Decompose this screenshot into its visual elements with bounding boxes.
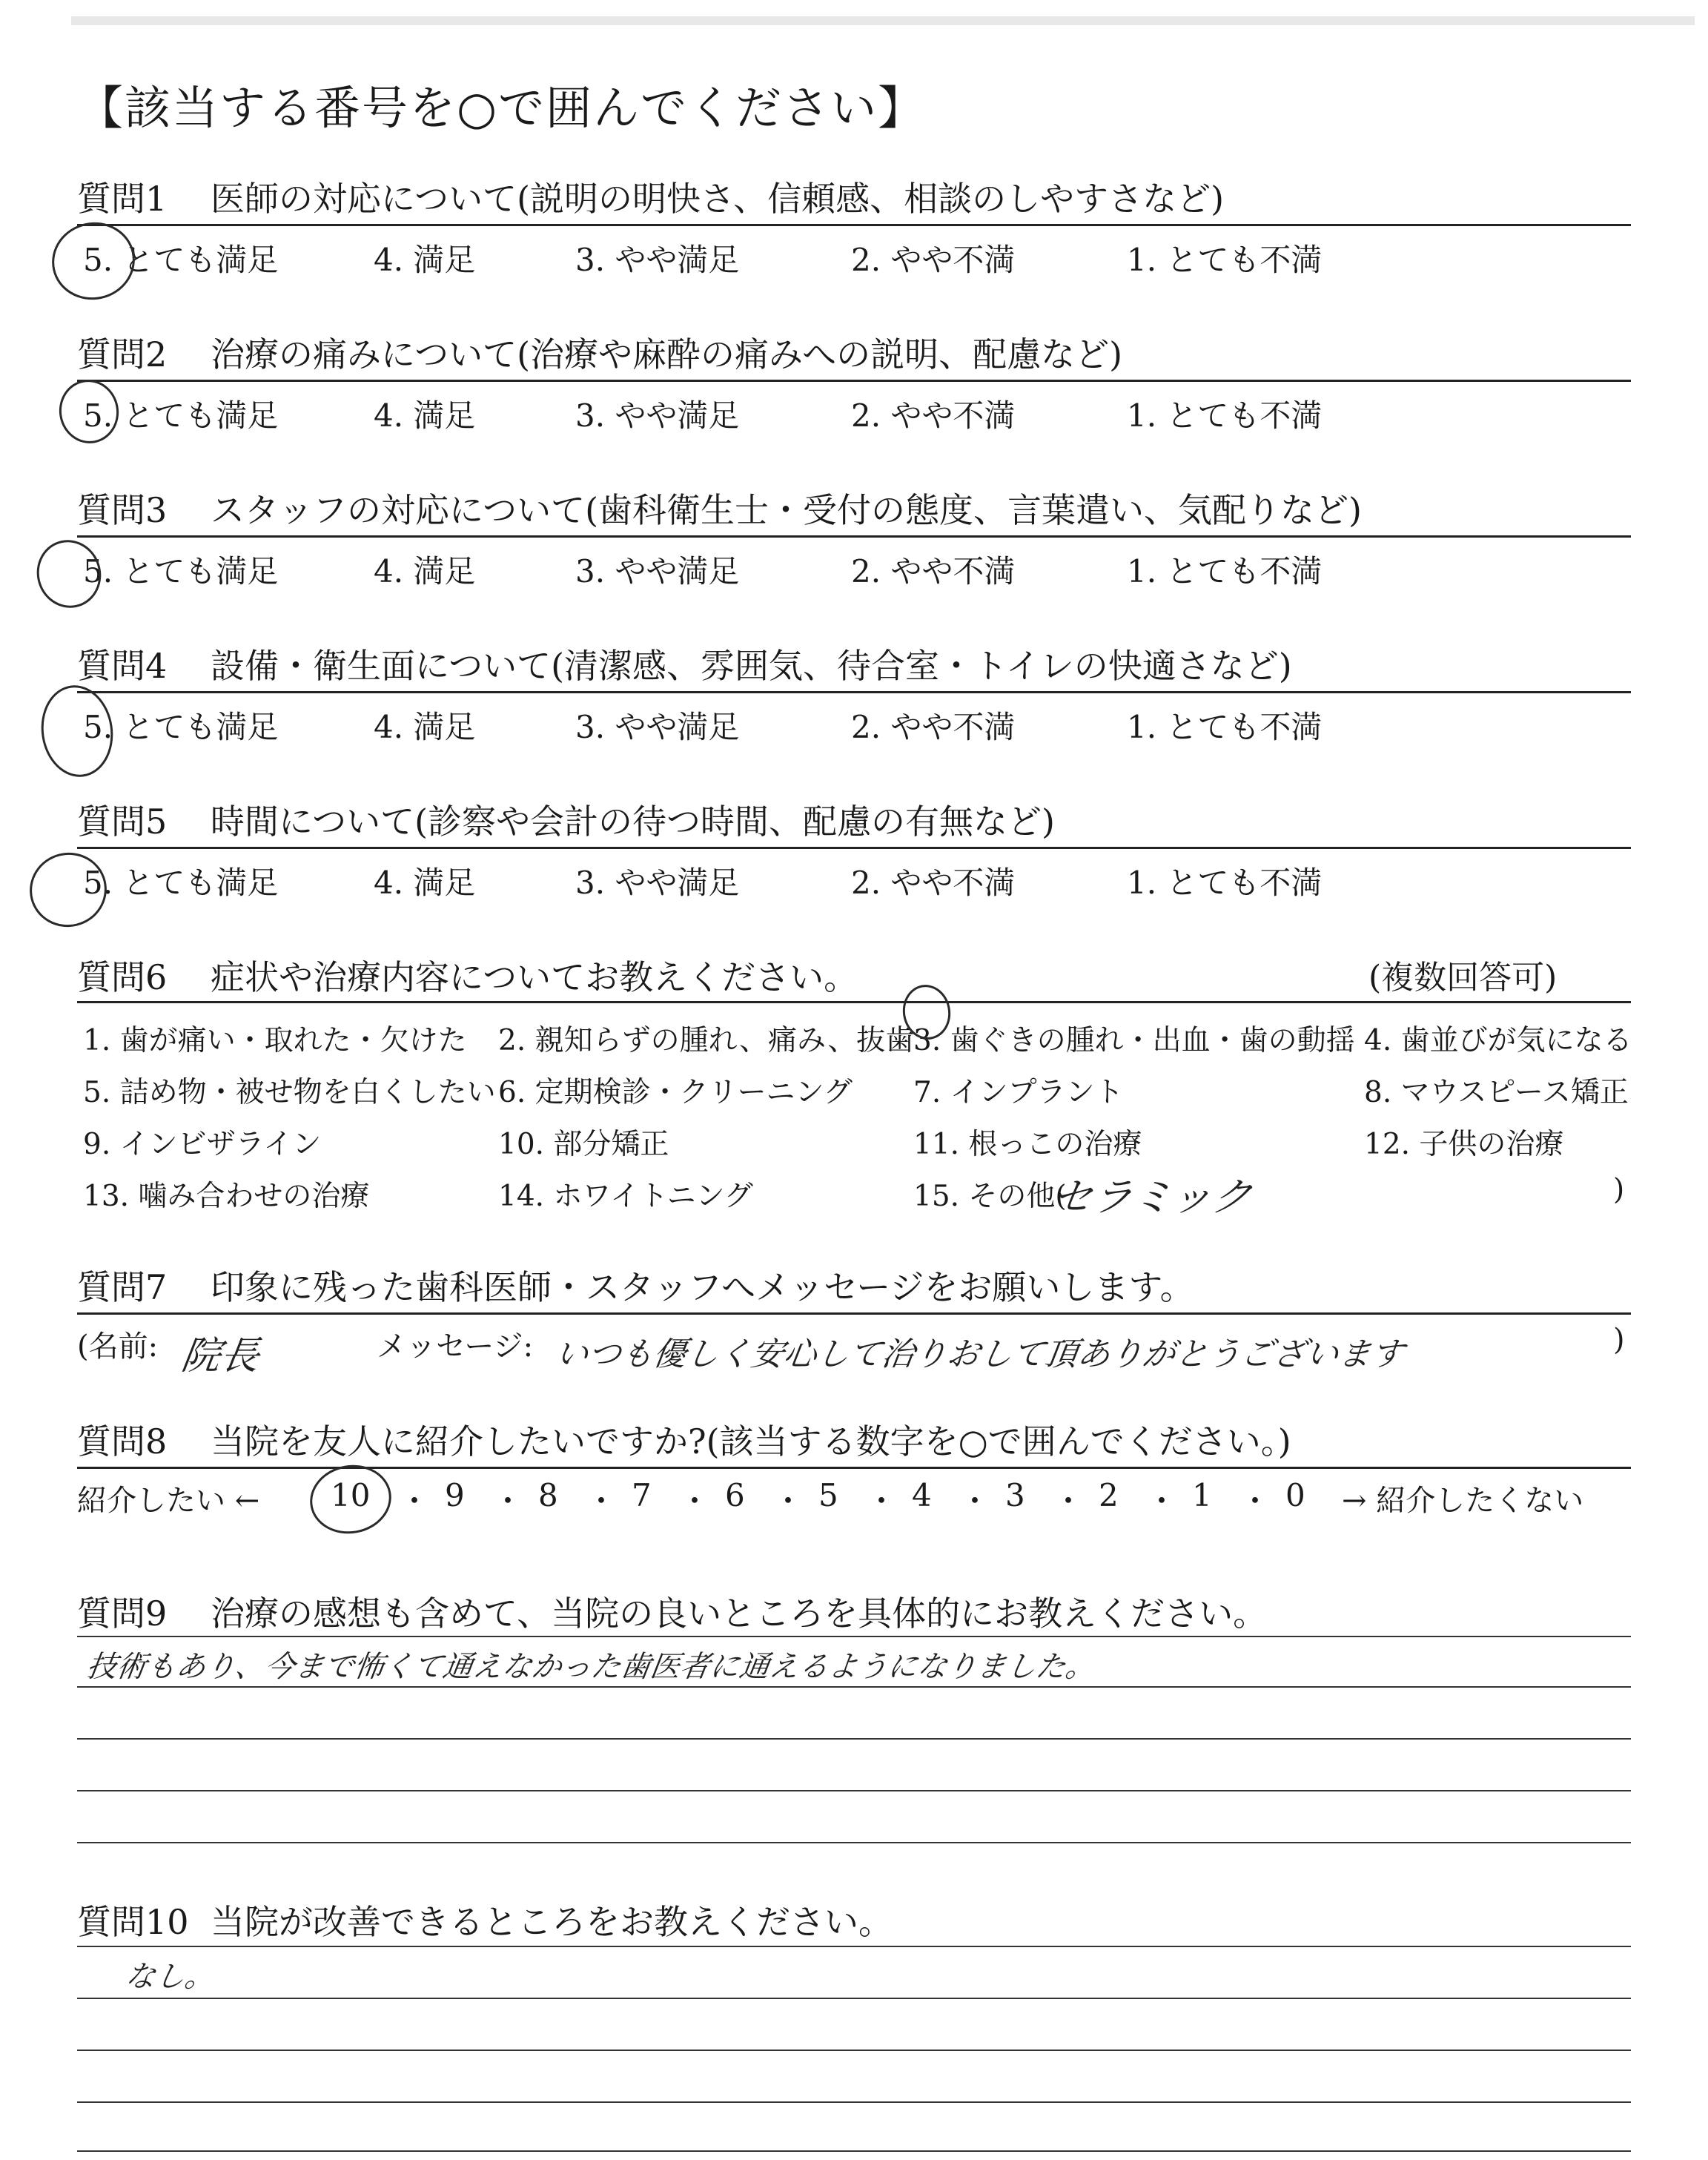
- question-1-number: 質問1: [77, 179, 168, 219]
- q7-message-value[interactable]: いつも優しく安心して治りおして頂ありがとうございます: [552, 1335, 1406, 1373]
- q6-option-9[interactable]: 9. インビザライン: [83, 1128, 322, 1161]
- q3-option-3[interactable]: 3. やや満足: [575, 553, 740, 589]
- scan-edge: [71, 16, 1695, 25]
- page-title: 【該当する番号を○で囲んでください】: [77, 81, 926, 135]
- question-4-text: 設備・衛生面について(清潔感、雰囲気、待合室・トイレの快適さなど): [211, 646, 1292, 686]
- q8-scale-5[interactable]: 5: [818, 1477, 838, 1513]
- q1-option-2[interactable]: 2. やや不満: [851, 242, 1016, 278]
- multiple-answers-note: (複数回答可): [1368, 959, 1558, 997]
- question-2-title: [77, 328, 1122, 377]
- q10-answer[interactable]: なし。: [123, 1960, 217, 1994]
- question-10-text: 当院が改善できるところをお教えください。: [211, 1902, 893, 1942]
- q9-answer-line: [77, 1842, 1631, 1843]
- q8-scale-1[interactable]: 1: [1192, 1477, 1212, 1513]
- q8-left-label: 紹介したい ←: [77, 1484, 260, 1518]
- q8-separator: ・: [772, 1483, 804, 1519]
- question-7-number: 質問7: [77, 1267, 168, 1307]
- q8-separator: ・: [492, 1483, 524, 1519]
- q6-option-3[interactable]: 3. 歯ぐきの腫れ・出血・歯の動揺: [913, 1024, 1355, 1057]
- question-5-title: [77, 795, 1055, 844]
- q3-option-5[interactable]: 5. とても満足: [83, 553, 279, 589]
- q2-option-4[interactable]: 4. 満足: [374, 397, 476, 434]
- q4-option-2[interactable]: 2. やや不満: [851, 709, 1016, 745]
- q2-selection-circle: [54, 375, 124, 449]
- q3-selection-circle: [28, 532, 110, 616]
- q8-selection-circle: [305, 1459, 397, 1540]
- question-4-title: [77, 639, 1292, 688]
- q7-message-label: メッセージ:: [377, 1330, 534, 1364]
- question-9-text: 治療の感想も含めて、当院の良いところを具体的にお教えください。: [211, 1593, 1268, 1634]
- q9-answer[interactable]: 技術もあり、今まで怖くて通えなかった歯医者に通えるようになりました。: [85, 1650, 1098, 1684]
- question-5-rule: [77, 847, 1631, 849]
- question-8-number: 質問8: [77, 1421, 168, 1462]
- q3-option-2[interactable]: 2. やや不満: [851, 553, 1016, 589]
- q8-scale-10[interactable]: 10: [331, 1477, 371, 1513]
- question-2-rule: [77, 380, 1631, 382]
- question-7-title: [77, 1261, 1194, 1309]
- q5-option-2[interactable]: 2. やや不満: [851, 865, 1016, 901]
- q6-option-10[interactable]: 10. 部分矯正: [498, 1128, 669, 1161]
- q4-selection-circle: [36, 681, 119, 782]
- q1-option-4[interactable]: 4. 満足: [374, 242, 476, 278]
- question-5-number: 質問5: [77, 802, 168, 842]
- question-4-rule: [77, 691, 1631, 693]
- question-8-text: 当院を友人に紹介したいですか?(該当する数字を○で囲んでください。): [211, 1421, 1291, 1462]
- q10-answer-line: [77, 2101, 1631, 2103]
- question-1-rule: [77, 224, 1631, 226]
- q8-separator: ・: [959, 1483, 991, 1519]
- q8-scale-2[interactable]: 2: [1099, 1477, 1119, 1513]
- q2-option-5[interactable]: 5. とても満足: [83, 397, 279, 434]
- question-6-rule: [77, 1001, 1631, 1003]
- question-9-number: 質問9: [77, 1593, 168, 1634]
- q10-answer-line: [77, 2050, 1631, 2051]
- question-6-text: 症状や治療内容についてお教えください。: [211, 957, 858, 997]
- q1-selection-circle: [44, 214, 142, 307]
- q5-option-1[interactable]: 1. とても不満: [1127, 865, 1323, 901]
- q2-option-3[interactable]: 3. やや満足: [575, 397, 740, 434]
- q1-option-3[interactable]: 3. やや満足: [575, 242, 740, 278]
- question-3-rule: [77, 535, 1631, 538]
- question-7-text: 印象に残った歯科医師・スタッフへメッセージをお願いします。: [211, 1267, 1194, 1307]
- q9-answer-line: [77, 1636, 1631, 1637]
- q8-scale-4[interactable]: 4: [912, 1477, 932, 1513]
- question-10-title: [77, 1895, 893, 1944]
- q8-scale-8[interactable]: 8: [538, 1477, 558, 1513]
- q6-option-5[interactable]: 5. 詰め物・被せ物を白くしたい: [83, 1076, 496, 1109]
- q6-option-2[interactable]: 2. 親知らずの腫れ、痛み、抜歯: [498, 1024, 915, 1057]
- q6-other-answer[interactable]: セラミック: [1049, 1174, 1255, 1221]
- q8-scale-9[interactable]: 9: [445, 1477, 465, 1513]
- q8-scale-3[interactable]: 3: [1005, 1477, 1025, 1513]
- q6-option-12[interactable]: 12. 子供の治療: [1364, 1128, 1564, 1161]
- q3-option-1[interactable]: 1. とても不満: [1127, 553, 1323, 589]
- q9-answer-line: [77, 1790, 1631, 1791]
- q7-name-label: (名前:: [77, 1330, 159, 1364]
- q1-option-5[interactable]: 5. とても満足: [83, 242, 279, 278]
- question-8-title: [77, 1415, 1291, 1464]
- question-1-text: 医師の対応について(説明の明快さ、信頼感、相談のしやすさなど): [211, 179, 1225, 219]
- q5-option-4[interactable]: 4. 満足: [374, 865, 476, 901]
- q2-option-2[interactable]: 2. やや不満: [851, 397, 1016, 434]
- q6-other-close-paren: ): [1613, 1173, 1625, 1206]
- q6-option-6[interactable]: 6. 定期検診・クリーニング: [498, 1076, 853, 1109]
- q10-answer-line: [77, 2150, 1631, 2152]
- q5-option-5[interactable]: 5. とても満足: [83, 865, 279, 901]
- q8-separator: ・: [679, 1483, 711, 1519]
- question-7-rule: [77, 1312, 1631, 1315]
- q6-option-1[interactable]: 1. 歯が痛い・取れた・欠けた: [83, 1024, 467, 1057]
- question-10-number: 質問10: [77, 1902, 189, 1942]
- q3-option-4[interactable]: 4. 満足: [374, 553, 476, 589]
- q10-answer-line: [77, 1998, 1631, 1999]
- q8-separator: ・: [586, 1483, 618, 1519]
- q6-option-13[interactable]: 13. 噛み合わせの治療: [83, 1180, 370, 1213]
- question-8-rule: [77, 1467, 1631, 1469]
- q4-option-1[interactable]: 1. とても不満: [1127, 709, 1323, 745]
- q8-scale-6[interactable]: 6: [725, 1477, 745, 1513]
- q6-option-14[interactable]: 14. ホワイトニング: [498, 1180, 753, 1213]
- q9-answer-line: [77, 1686, 1631, 1688]
- q8-separator: ・: [1053, 1483, 1085, 1519]
- q8-separator: ・: [1146, 1483, 1178, 1519]
- question-1-title: [77, 172, 1224, 221]
- q9-answer-line: [77, 1738, 1631, 1740]
- question-6-number: 質問6: [77, 957, 168, 997]
- q8-separator: ・: [399, 1483, 431, 1519]
- q8-scale-7[interactable]: 7: [632, 1477, 652, 1513]
- q2-option-1[interactable]: 1. とても不満: [1127, 397, 1323, 434]
- q6-option-11[interactable]: 11. 根っこの治療: [913, 1128, 1142, 1161]
- question-2-text: 治療の痛みについて(治療や麻酔の痛みへの説明、配慮など): [211, 334, 1123, 374]
- q5-option-3[interactable]: 3. やや満足: [575, 865, 740, 901]
- q10-answer-line: [77, 1946, 1631, 1947]
- question-5-text: 時間について(診察や会計の待つ時間、配慮の有無など): [211, 802, 1055, 842]
- q4-option-4[interactable]: 4. 満足: [374, 709, 476, 745]
- q8-scale-0[interactable]: 0: [1285, 1477, 1305, 1513]
- question-3-number: 質問3: [77, 490, 168, 530]
- q6-option-7[interactable]: 7. インプラント: [913, 1076, 1124, 1109]
- question-6-title: [77, 951, 858, 1000]
- q4-option-3[interactable]: 3. やや満足: [575, 709, 740, 745]
- q6-option-15[interactable]: 15. その他(: [913, 1180, 1067, 1213]
- q6-option-4[interactable]: 4. 歯並びが気になる: [1364, 1024, 1632, 1057]
- question-4-number: 質問4: [77, 646, 168, 686]
- q6-option-8[interactable]: 8. マウスピース矯正: [1364, 1076, 1629, 1109]
- q4-option-5[interactable]: 5. とても満足: [83, 709, 279, 745]
- q7-name-value[interactable]: 院長: [179, 1334, 262, 1378]
- question-2-number: 質問2: [77, 334, 168, 374]
- question-9-title: [77, 1587, 1267, 1636]
- q7-close-paren: ): [1613, 1323, 1625, 1357]
- q8-separator: ・: [866, 1483, 898, 1519]
- q1-option-1[interactable]: 1. とても不満: [1127, 242, 1323, 278]
- q8-right-label: → 紹介したくない: [1342, 1484, 1584, 1518]
- q8-separator: ・: [1239, 1483, 1271, 1519]
- question-3-text: スタッフの対応について(歯科衛生士・受付の態度、言葉遣い、気配りなど): [211, 490, 1362, 530]
- question-3-title: [77, 483, 1362, 532]
